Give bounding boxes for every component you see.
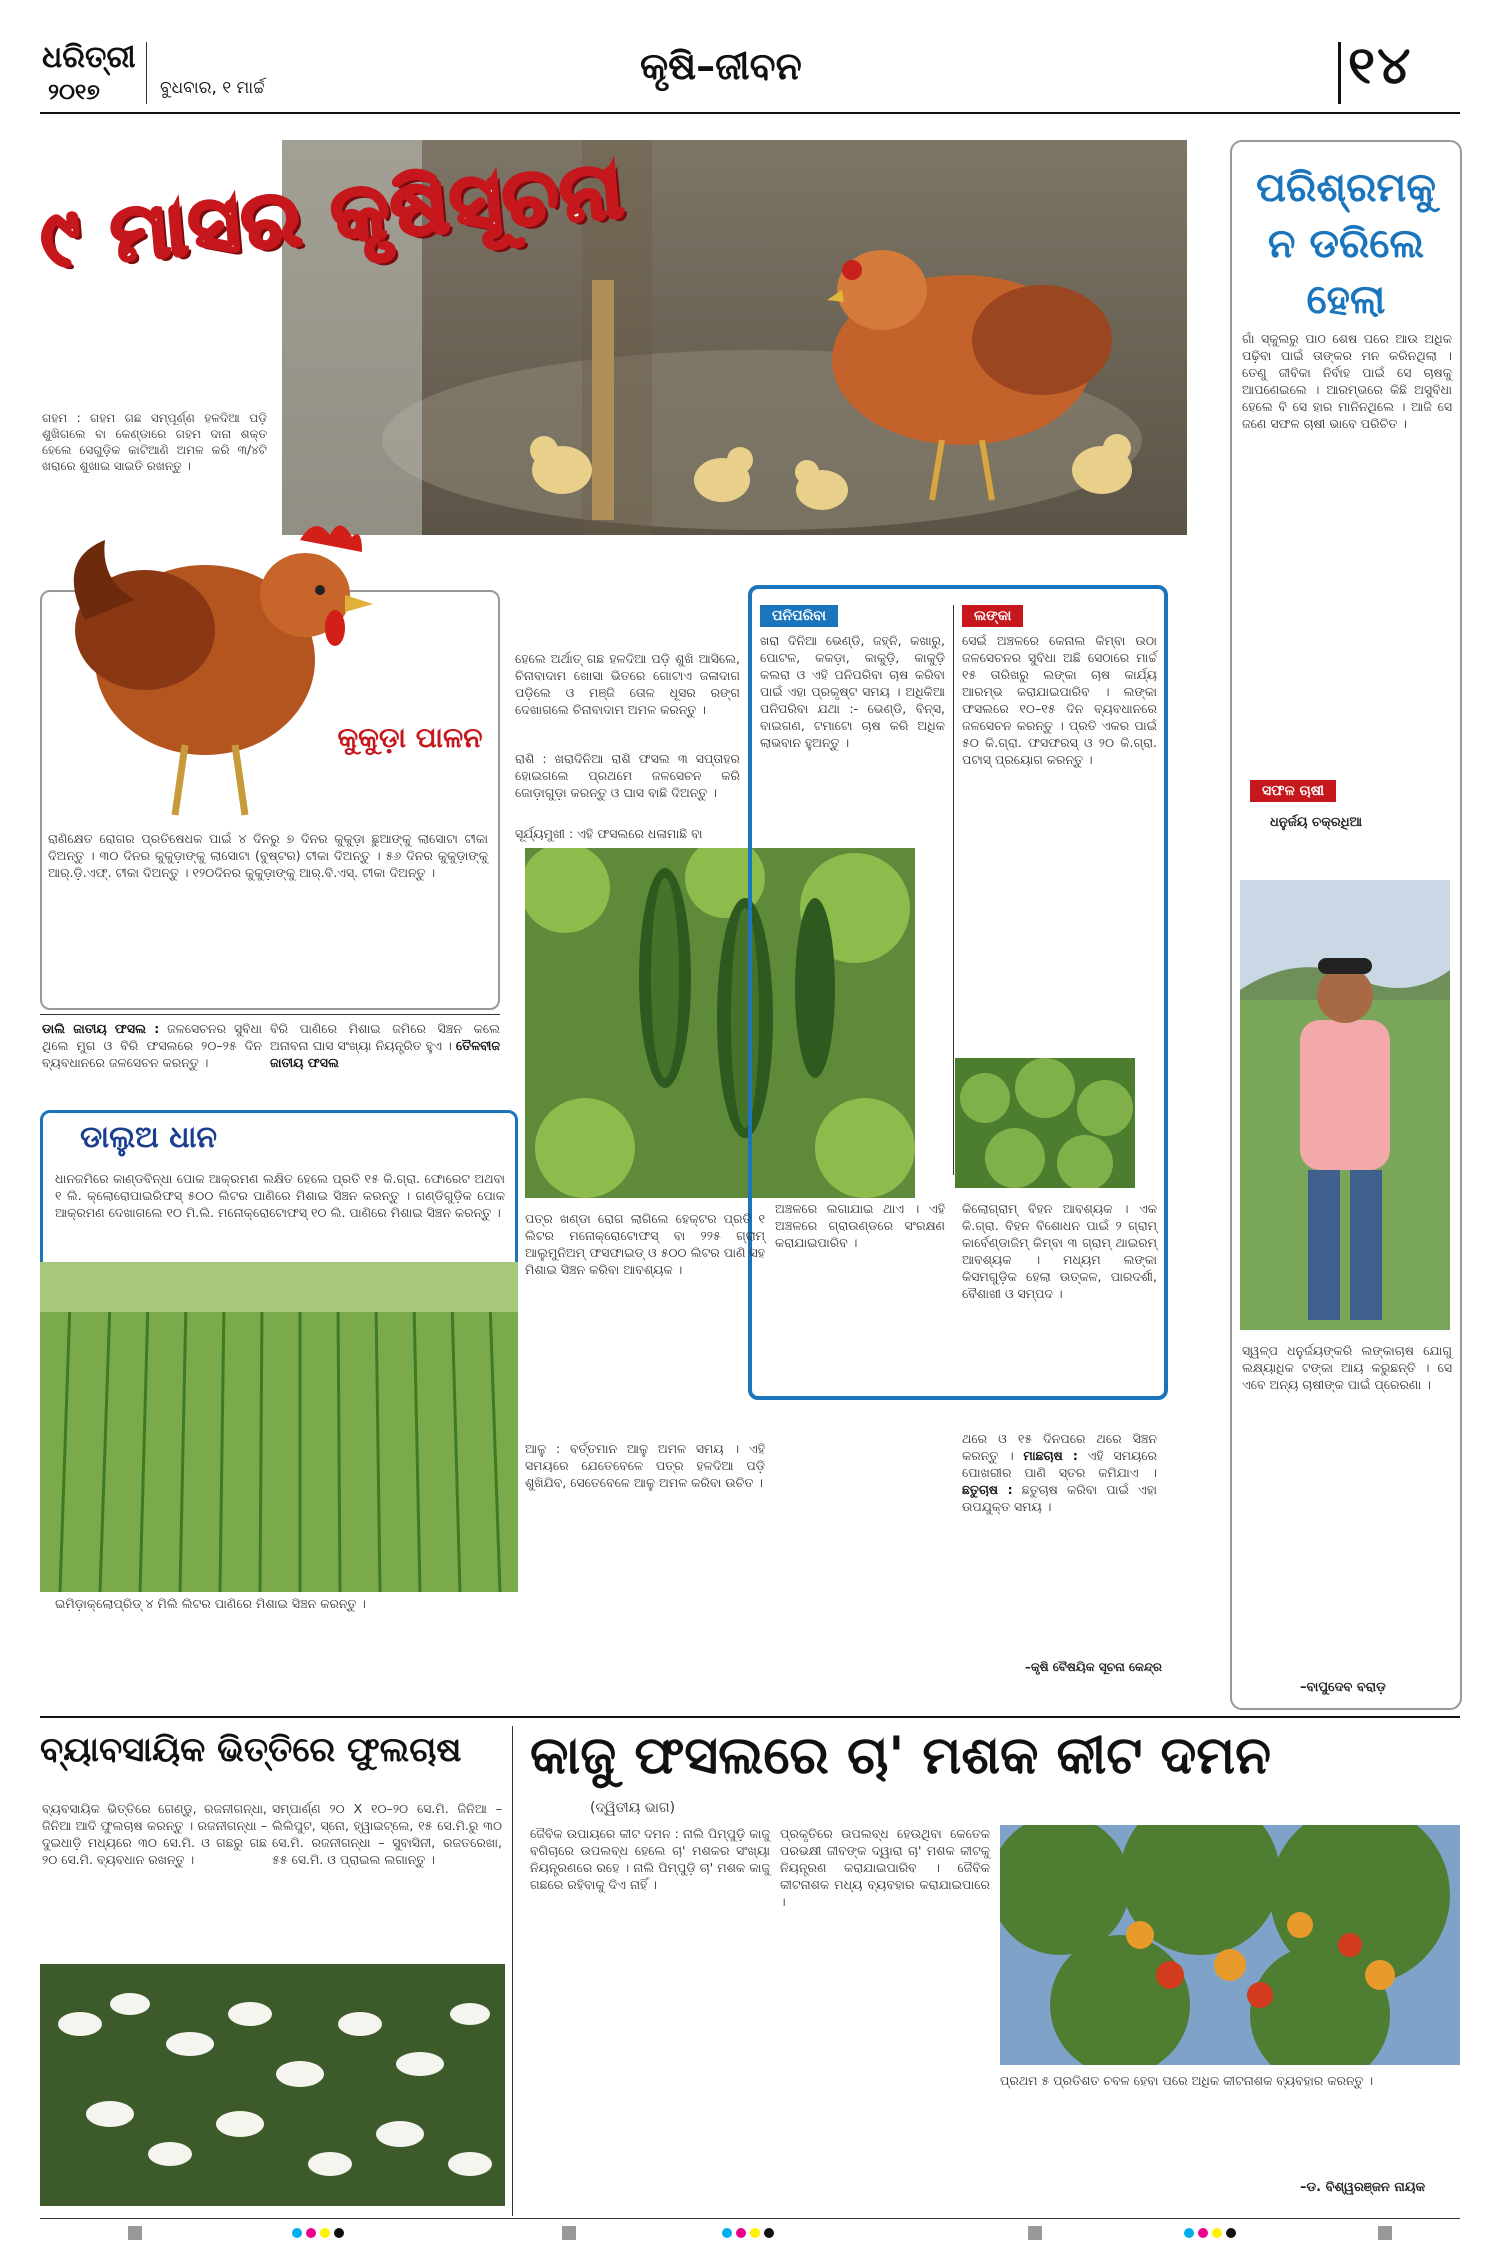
farmer-name: ଧନୁର୍ଜୟ ଚକ୍ରଧିଆ	[1270, 815, 1363, 830]
column-left-extra: ଡାଲି ଜାତୀୟ ଫସଲ : ଜଳସେଚନର ସୁବିଧା ଥିଲେ ମୁଗ ଓ ବିରି ଫସଲରେ ୨୦–୨୫ ଦିନ ବ୍ୟବଧାନରେ ଜଳସେଚନ କରନ୍ତୁ ।	[42, 1021, 262, 1070]
lemon-label: ଲଙ୍କା	[962, 605, 1023, 627]
section-title: କୃଷି–ଜୀବନ	[640, 44, 802, 88]
flowers-body: ବ୍ୟବସାୟିକ ଭିତ୍ତିରେ ଗେଣ୍ଡୁ, ରଜନୀଗନ୍ଧା, ଜିନିଆ ଆଦି ଫୁଲଚାଷ କରନ୍ତୁ । ରଜନୀଗନ୍ଧା – ଦୁଇଧାଡ଼ି ମଧ୍ୟରେ ୩୦ ସେ.ମି. ଓ ଗଛରୁ ଗଛ ୨୦ ସେ.ମି. ବ୍ୟବଧାନ ରଖନ୍ତୁ ।	[42, 1801, 267, 1867]
paddy-title: ଡାଲୁଅ ଧାନ	[80, 1120, 218, 1155]
lower-column-text3: ଅଞ୍ଚଳରେ ଲଗାଯାଇ ଥାଏ । ଏହି ଅଞ୍ଚଳରେ ଗ୍ରାଉଣ୍ଡରେ ସଂରକ୍ଷଣ କରାଯାଇପାରିବ ।	[775, 1201, 945, 1250]
masthead-logo: ଧରିତ୍ରୀ	[42, 40, 136, 75]
paddy-field-photo	[40, 1262, 518, 1592]
lemon-body: ସେଇଁ ଅଞ୍ଚଳରେ କେନାଲ କିମ୍ବା ଉଠା ଜଳସେଚନର ସୁବିଧା ଅଛି ସେଠାରେ ମାର୍ଚ୍ଚ ୧୫ ତାରିଖରୁ ଲଙ୍କା ଚାଷ କାର୍ଯ୍ୟ ଆରମ୍ଭ କରାଯାଇପାରିବ । ଲଙ୍କା ଫସଲରେ ୧୦–୧୫ ଦିନ ବ୍ୟବଧାନରେ ଜଳସେଚନ କରନ୍ତୁ । ପ୍ରତି ଏକର ପାଇଁ ୫୦ କି.ଗ୍ରା. ଫସଫରସ୍‌ ଓ ୨୦ କି.ଗ୍ରା. ପଟାସ୍‌ ପ୍ରୟୋଗ କରନ୍ତୁ ।	[962, 633, 1157, 767]
masthead-year: ୨୦୧୭	[48, 80, 100, 105]
inspiration-author: –ବାପୁଦେବ ବରାଡ଼	[1300, 1680, 1386, 1695]
ekv-credit: –କୃଷି ବୈଷୟିକ ସୂଚନା କେନ୍ଦ୍ର	[1024, 1660, 1162, 1674]
lemon-body2: କିଲୋଗ୍ରାମ୍‌ ବିହନ ଆବଶ୍ୟକ । ଏକ କି.ଗ୍ରା. ବିହନ ବିଶୋଧନ ପାଇଁ ୨ ଗ୍ରାମ୍‌ କାର୍ବେଣ୍ଡାଜିମ୍‌ କିମ୍ବା ୩ ଗ୍ରାମ୍‌ ଥାଇରମ୍‌ ଆବଶ୍ୟକ । ମଧ୍ୟମ ଲଙ୍କା କିସମଗୁଡ଼ିକ ହେଲା ଉତ୍କଳ, ପାରଦର୍ଶୀ, ବୈଶାଖୀ ଓ ସମ୍ପଦ ।	[962, 1201, 1157, 1301]
tuberose-photo	[40, 1964, 505, 2206]
main-headline	[37, 144, 740, 315]
paddy-continued: ଇମିଡ଼ାକ୍ଲୋପ୍ରିଡ୍‌ ୪ ମିଲି ଲିଟର ପାଣିରେ ମିଶାଇ ସିଞ୍ଚନ କରନ୍ତୁ ।	[55, 1596, 367, 1611]
cashew-body: ଜୈବିକ ଉପାୟରେ କୀଟ ଦମନ : ନାଲି ପିମ୍ପୁଡ଼ି କାଜୁ ବଗିଚାରେ ଉପଲବ୍ଧ ହେଲେ ଚା' ମଶକର ସଂଖ୍ୟା ନିୟନ୍ତ୍ରଣରେ ରହେ । ନାଲି ପିମ୍ପୁଡ଼ି ଚା' ମଶକ କାଜୁ ଗଛରେ ରହିବାକୁ ଦିଏ ନାହିଁ ।	[530, 1826, 770, 1892]
successful-farmer-label: ସଫଳ ଚାଷୀ	[1250, 780, 1336, 802]
lower-column-text2: ଆଳୁ : ବର୍ତ୍ତମାନ ଆଳୁ ଅମଳ ସମୟ । ଏହି ସମୟରେ ଯେତେବେଳେ ପତ୍ର ହଳଦିଆ ପଡ଼ି ଶୁଖିଯିବ, ସେତେବେଳେ ଆଳୁ ଅମଳ କରିବା ଉଚିତ ।	[525, 1441, 765, 1490]
page-number: ୧୪	[1348, 36, 1413, 96]
cashew-body2: ପ୍ରକୃତିରେ ଉପଲବ୍ଧ ହେଉଥିବା କେତେକ ପରଭକ୍ଷୀ ଜୀବଙ୍କ ଦ୍ୱାରା ଚା' ମଶକ କୀଟକୁ ନିୟନ୍ତ୍ରଣ କରାଯାଇପାରିବ । ଜୈବିକ କୀଟନାଶକ ମଧ୍ୟ ବ୍ୟବହାର କରାଯାଇପାରେ ।	[780, 1826, 990, 1909]
farmer-photo	[1240, 880, 1450, 1330]
vegetables-label: ପନିପରିବା	[760, 605, 838, 627]
issue-date: ବୁଧବାର, ୧ ମାର୍ଚ୍ଚ	[160, 78, 265, 98]
flowers-body2: ସମ୍ପାର୍ଣ୍ଣ ୨୦ X ୧୦–୨୦ ସେ.ମି. ଜିନିଆ – ଲିଲିପୁଟ, ସ୍ନୋ, ହ୍ୱାଇଟ୍‌ଲେ, ୧୫ ସେ.ମି.ରୁ ୩୦ ସେ.ମି. ରଜନୀଗନ୍ଧା – ସୁବାସିନୀ, ରଜତରେଖା, ୫୫ ସେ.ମି. ଓ ପ୍ରାଇଲ ଲଗାନ୍ତୁ ।	[272, 1801, 502, 1867]
cashew-body3: ପ୍ରଥମ ୫ ପ୍ରତିଶତ ଚବଳ ହେବା ପରେ ଅଧିକ କୀଟନାଶକ ବ୍ୟବହାର କରନ୍ତୁ ।	[1000, 2073, 1374, 2088]
inspiration-headline: ପରିଶ୍ରମକୁ ନ ଡରିଲେ ହେଲା	[1256, 165, 1436, 323]
poultry-body: ରାଣିକ୍ଷେତ ରୋଗର ପ୍ରତିଷେଧକ ପାଇଁ ୪ ଦିନରୁ ୭ ଦିନର କୁକୁଡ଼ା ଛୁଆଙ୍କୁ ଲାସୋଟା ଟୀକା ଦିଅନ୍ତୁ । ୩୦ ଦିନର କୁକୁଡ଼ାଙ୍କୁ ଲାସୋଟା (ବୁଷ୍ଟର) ଟୀକା ଦିଅନ୍ତୁ । ୫୬ ଦିନର କୁକୁଡ଼ାଙ୍କୁ ଆର୍‌.ଡ଼ି.ଏଫ୍‌. ଟୀକା ଦିଅନ୍ତୁ । ୧୨୦ଦିନର କୁକୁଡ଼ାଙ୍କୁ ଆର୍‌.ବି.ଏସ୍‌. ଟୀକା ଦିଅନ୍ତୁ ।	[48, 831, 488, 880]
column-left-extra2: ବିରି ପାଣିରେ ମିଶାଇ ଜମିରେ ସିଞ୍ଚନ କଲେ ଅନାବନା ଘାସ ସଂଖ୍ୟା ନିୟନ୍ତ୍ରିତ ହୁଏ । ତୈଳବୀଜ ଜାତୀୟ ଫସଲ	[270, 1021, 500, 1070]
middle-column-text3: ସୂର୍ଯ୍ୟମୁଖୀ : ଏହି ଫସଲରେ ଧଳାମାଛି ବା	[515, 826, 703, 841]
vegetables-body: ଖରା ଦିନିଆ ଭେଣ୍ଡି, ଜହ୍ନି, କଖାରୁ, ପୋଟଳ, କକଡ଼ା, କାକୁଡ଼ି, କାକୁଡ଼ି କଲରା ଓ ଏହି ପନିପରିବା ଚାଷ କରିବା ପାଇଁ ଏହା ପ୍ରକୃଷ୍ଟ ସମୟ । ଅଧିକିଆ ପନିପରିବା ଯଥା :- ଭେଣ୍ଡି, ବିନ୍ସ, ବାଇଗଣ, ଟମାଟୋ ଚାଷ କରି ଅଧିକ ଲାଭବାନ ହୁଅନ୍ତୁ ।	[760, 633, 945, 750]
middle-column-text2: ରାଶି : ଖରାଦିନିଆ ରାଶି ଫସଲ ୩ ସପ୍ତାହର ହୋଇଗଲେ ପ୍ରଥମେ ଜଳସେଚନ କରି ଜୋଡ଼ାଗୁଡ଼ା କରନ୍ତୁ ଓ ଘାସ ବାଛି ଦିଅନ୍ତୁ ।	[515, 751, 740, 800]
middle-column-text1: ହେଲେ ଅର୍ଥାତ୍‌ ଗଛ ହଳଦିଆ ପଡ଼ି ଶୁଖି ଆସିଲେ, ଚିନାବାଦାମ ଖୋସା ଭିତରେ ଗୋଟାଏ ଜଳାଦାଗ ପଡ଼ିଲେ ଓ ମଞ୍ଜି ତୋଳ ଧୂସର ରଙ୍ଗ ଦେଖାଗଲେ ଚିନାବାଦାମ ଅମଳ କରନ୍ତୁ ।	[515, 651, 740, 717]
cashew-author: –ଡ. ବିଶ୍ୱରଞ୍ଜନ ନାୟକ	[1300, 2180, 1426, 2195]
cashew-headline: କାଜୁ ଫସଲରେ ଚା' ମଶକ କୀଟ ଦମନ	[530, 1726, 1271, 1786]
main-headline-text: ୯ ମାସର କୃଷିସୂଚନା	[37, 144, 629, 286]
poultry-caption: କୁକୁଡ଼ା ପାଳନ	[337, 721, 483, 754]
cashew-subhead: (ଦ୍ୱିତୀୟ ଭାଗ)	[590, 1800, 676, 1816]
lemon-plant-photo	[955, 1058, 1135, 1188]
wheat-intro: ଗହମ : ଗହମ ଗଛ ସମ୍ପୂର୍ଣ୍ଣ ହଳଦିଆ ପଡ଼ି ଶୁଖିଗଲେ ବା କେଣ୍ଡାରେ ଗହମ ଦାନା ଶକ୍ତ ହେଲେ ସେଗୁଡ଼ିକ କାଟିଆଣି ଅମଳ କରି ୩/୪ଟି ଖରାରେ ଶୁଖାଇ ସାଇତି ରଖନ୍ତୁ ।	[42, 411, 267, 473]
lower-right-column: ଥରେ ଓ ୧୫ ଦିନପରେ ଥରେ ସିଞ୍ଚନ କରନ୍ତୁ । ମାଛଚାଷ : ଏହି ସମୟରେ ପୋଖରୀର ପାଣି ସ୍ତର କମିଯାଏ । ଛତୁଚାଷ : ଛତୁଚାଷ କରିବା ପାଇଁ ଏହା ଉପଯୁକ୍ତ ସମୟ ।	[962, 1431, 1157, 1514]
paddy-body: ଧାନଜମିରେ କାଣ୍ଡବିନ୍ଧା ପୋକ ଆକ୍ରମଣ ଲକ୍ଷିତ ହେଲେ ପ୍ରତି ୧୫ କି.ଗ୍ରା. ଫୋରେଟ ଅଥବା ୧ ଲି. କ୍ଲୋରୋପାଇରିଫସ୍‌ ୫୦୦ ଲିଟର ପାଣିରେ ମିଶାଇ ସିଞ୍ଚନ କରନ୍ତୁ । ଗଣ୍ଡିଗୁଡ଼ିକ ପୋକ ଆକ୍ରମଣ ଦେଖାଗଲେ ୧୦ ମି.ଲି. ମନୋକ୍ରୋଟୋଫସ୍‌ ୧୦ ଲି. ପାଣିରେ ମିଶାଇ ସିଞ୍ଚନ କରନ୍ତୁ ।	[55, 1171, 505, 1220]
lower-column-text1: ପତ୍ର ଖଣ୍ଡା ରୋଗ ଲାଗିଲେ ହେକ୍ଟର ପ୍ରତି ୧ ଲିଟର ମନୋକ୍ରୋଟୋଫସ୍‌ ବା ୨୨୫ ଗ୍ରାମ୍‌ ଆଲୁମୁନିଅମ୍‌ ଫସଫାଇଡ୍‌ ଓ ୫୦୦ ଲିଟର ପାଣି ସହ ମିଶାଇ ସିଞ୍ଚନ କରିବା ଆବଶ୍ୟକ ।	[525, 1211, 765, 1277]
rooster-photo	[55, 500, 395, 830]
cashew-photo	[1000, 1825, 1460, 2065]
inspiration-body: ଗାଁ ସ୍କୁଲରୁ ପାଠ ଶେଷ ପରେ ଆଉ ଅଧିକ ପଢ଼ିବା ପାଇଁ ତାଙ୍କର ମନ କରିନଥିଲା । ତେଣୁ ଜୀବିକା ନିର୍ବାହ ପାଇଁ ସେ ଚାଷକୁ ଆପଣେଇଲେ । ଆରମ୍ଭରେ କିଛି ଅସୁବିଧା ହେଲେ ବି ସେ ହାର ମାନିନଥିଲେ । ଆଜି ସେ ଜଣେ ସଫଳ ଚାଷୀ ଭାବେ ପରିଚିତ ।	[1242, 331, 1452, 431]
flowers-headline: ବ୍ୟାବସାୟିକ ଭିତ୍ତିରେ ଫୁଲଚାଷ	[40, 1730, 462, 1770]
inspiration-body2: ସ୍ୱଳ୍ପ ଧନୁର୍ଜୟଙ୍କରି ଲଙ୍କାଚାଷ ଯୋଗୁ ଲକ୍ଷ୍ୟାଧିକ ଟଙ୍କା ଆୟ କରୁଛନ୍ତି । ସେ ଏବେ ଅନ୍ୟ ଚାଷୀଙ୍କ ପାଇଁ ପ୍ରେରଣା ।	[1242, 1343, 1452, 1392]
